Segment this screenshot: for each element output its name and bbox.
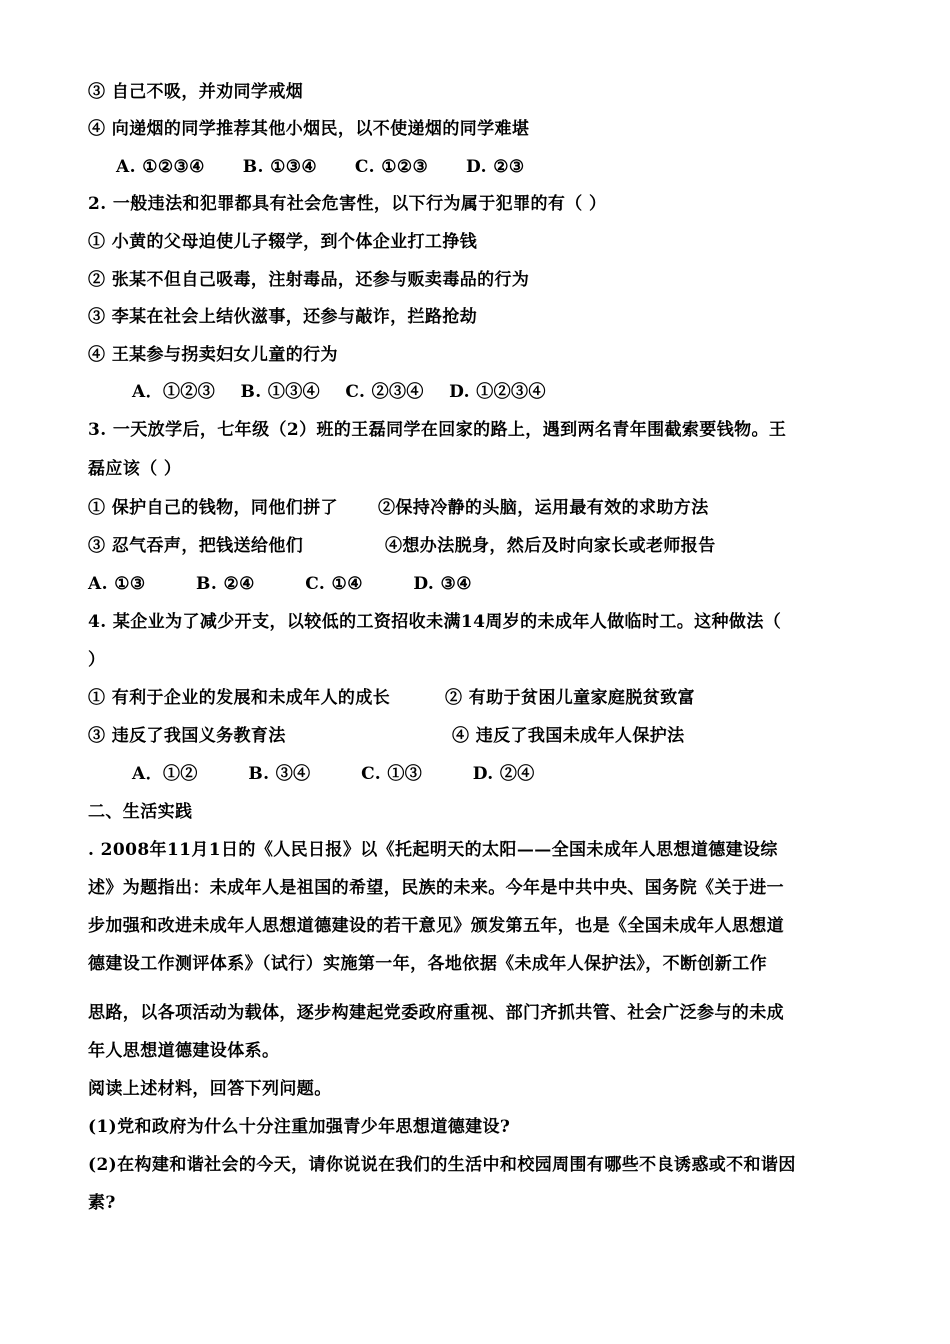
prev-question-item-4: ④ 向递烟的同学推荐其他小烟民，以不使递烟的同学难堪 bbox=[88, 119, 530, 139]
question-3-item-2: ②保持冷静的头脑，运用最有效的求助方法 bbox=[378, 498, 709, 518]
question-4-stem-line-1: 4. 某企业为了减少开支，以较低的工资招收未满14周岁的未成年人做临时工。这种做法（ bbox=[88, 612, 782, 632]
material-line-1: . 2008年11月1日的《人民日报》以《托起明天的太阳——全国未成年人思想道德建设综 bbox=[88, 840, 778, 860]
question-4-stem-line-2: ） bbox=[88, 650, 106, 670]
prev-question-options: A. ①②③④ B. ①③④ C. ①②③ D. ②③ bbox=[116, 157, 525, 177]
prev-question-item-3: ③ 自己不吸，并劝同学戒烟 bbox=[88, 82, 304, 102]
sub-question-1: (1)党和政府为什么十分注重加强青少年思想道德建设? bbox=[88, 1117, 511, 1137]
question-4-item-1: ① 有利于企业的发展和未成年人的成长 bbox=[88, 688, 391, 708]
question-3-item-4: ④想办法脱身，然后及时向家长或老师报告 bbox=[385, 536, 716, 556]
material-line-6: 年人思想道德建设体系。 bbox=[88, 1041, 280, 1061]
question-4-item-4: ④ 违反了我国未成年人保护法 bbox=[452, 726, 685, 746]
question-3-stem-line-1: 3. 一天放学后，七年级（2）班的王磊同学在回家的路上，遇到两名青年围截索要钱物。王 bbox=[88, 420, 787, 440]
sub-question-2-line-2: 素? bbox=[88, 1193, 116, 1213]
question-4-item-3: ③ 违反了我国义务教育法 bbox=[88, 726, 286, 746]
question-2-item-2: ② 张某不但自己吸毒，注射毒品，还参与贩卖毒品的行为 bbox=[88, 270, 530, 290]
reading-instruction: 阅读上述材料，回答下列问题。 bbox=[88, 1079, 332, 1099]
question-2-item-4: ④ 王某参与拐卖妇女儿童的行为 bbox=[88, 345, 338, 365]
question-3-item-1: ① 保护自己的钱物，同他们拼了 bbox=[88, 498, 338, 518]
material-line-5: 思路，以各项活动为载体，逐步构建起党委政府重视、部门齐抓共管、社会广泛参与的未成 bbox=[88, 1003, 784, 1023]
question-4-item-2: ② 有助于贫困儿童家庭脱贫致富 bbox=[445, 688, 695, 708]
sub-question-2-line-1: (2)在构建和谐社会的今天，请你说说在我们的生活中和校园周围有哪些不良诱惑或不和谐因 bbox=[88, 1155, 796, 1175]
material-line-3: 步加强和改进未成年人思想道德建设的若干意见》颁发第五年，也是《全国未成年人思想道 bbox=[88, 916, 784, 936]
question-3-stem-line-2: 磊应该（ ） bbox=[88, 459, 182, 479]
question-2-item-3: ③ 李某在社会上结伙滋事，还参与敲诈，拦路抢劫 bbox=[88, 307, 478, 327]
question-2-item-1: ① 小黄的父母迫使儿子辍学，到个体企业打工挣钱 bbox=[88, 232, 478, 252]
question-2-options: A．①②③ B. ①③④ C. ②③④ D. ①②③④ bbox=[132, 382, 546, 402]
question-3-item-3: ③ 忍气吞声，把钱送给他们 bbox=[88, 536, 304, 556]
material-line-2: 述》为题指出：未成年人是祖国的希望，民族的未来。今年是中共中央、国务院《关于进一 bbox=[88, 878, 784, 898]
material-line-4: 德建设工作测评体系》（试行）实施第一年，各地依据《未成年人保护法》，不断创新工作 bbox=[88, 954, 767, 974]
question-2-stem: 2. 一般违法和犯罪都具有社会危害性，以下行为属于犯罪的有（ ） bbox=[88, 194, 607, 214]
question-4-options: A．①② B. ③④ C. ①③ D. ②④ bbox=[132, 764, 535, 784]
section-2-heading: 二、生活实践 bbox=[88, 802, 193, 822]
question-3-options: A. ①③ B. ②④ C. ①④ D. ③④ bbox=[88, 574, 472, 594]
